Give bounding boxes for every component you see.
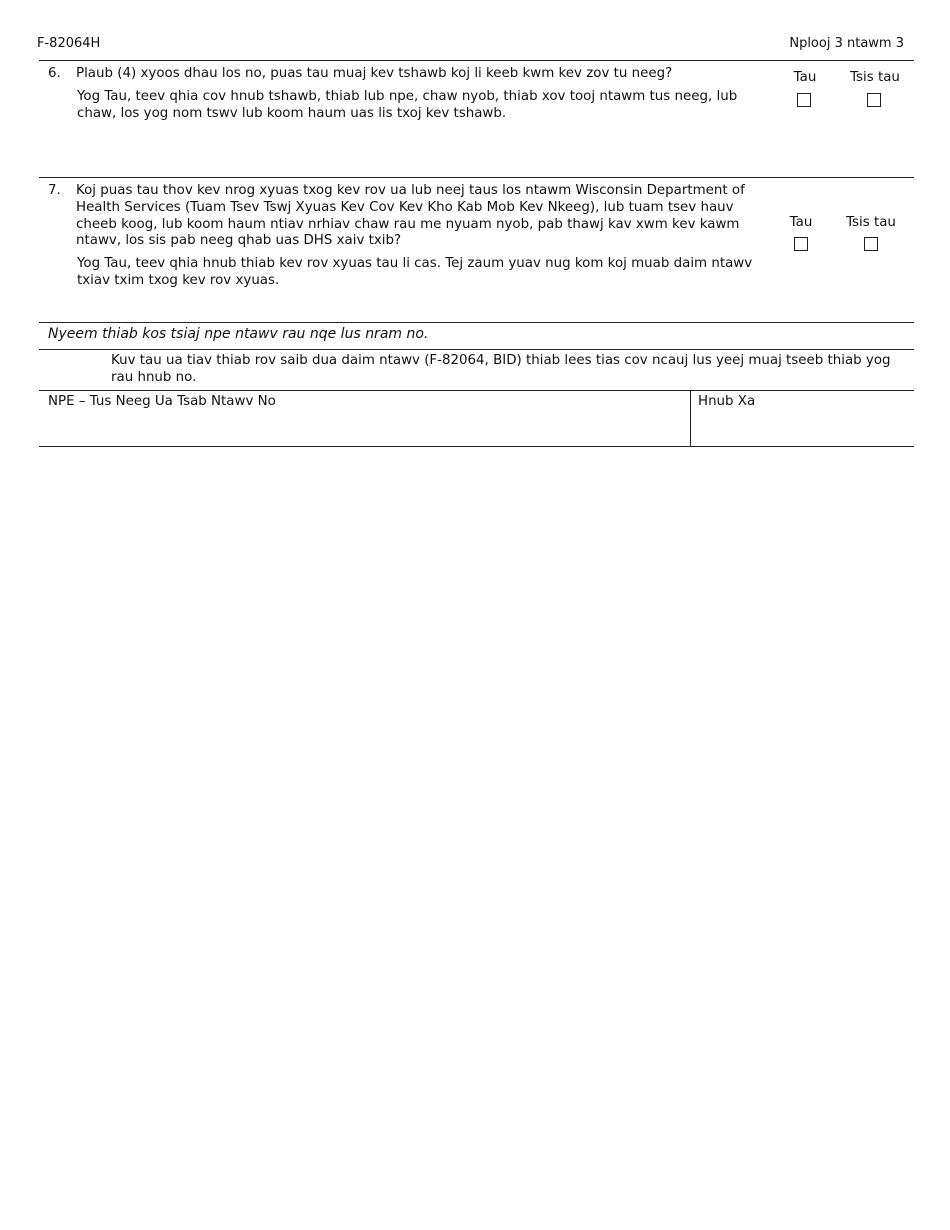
divider (39, 446, 914, 447)
divider (39, 322, 914, 323)
question-6-yes-checkbox[interactable] (797, 93, 811, 107)
question-followup: Yog Tau, teev qhia hnub thiab kev rov xyuas tau li cas. Tej zaum yuav nug kom koj muab daim ntawv txiav txim txog kev rov xyuas. (77, 256, 753, 288)
question-number: 6. (48, 66, 61, 81)
form-id: F-82064H (37, 36, 101, 51)
signature-section-title: Nyeem thiab kos tsiaj npe ntawv rau nqe lus nram no. (48, 326, 429, 342)
attestation-text: Kuv tau ua tiav thiab rov saib dua daim ntawv (F-82064, BID) thiab lees tias cov ncauj lus yeej muaj tseeb thiab yog rau hnub no. (111, 353, 891, 385)
no-label: Tsis tau (850, 70, 900, 85)
divider (39, 349, 914, 350)
question-followup: Yog Tau, teev qhia cov hnub tshawb, thiab lub npe, chaw nyob, thiab xov tooj ntawm tus neeg, lub chaw, los yog nom tswv lub koom haum uas lis txoj kev tshawb. (77, 89, 738, 121)
name-field[interactable] (46, 414, 686, 444)
page-indicator: Nplooj 3 ntawm 3 (789, 36, 904, 51)
question-text: Koj puas tau thov kev nrog xyuas txog kev rov ua lub neej taus los ntawm Wisconsin Department of Health Services (Tuam Tsev Tswj Xyuas Kev Cov Kev Kho Kab Mob Kev Nkeeg), lub tuam tsev hauv cheeb koog, lub koom haum ntiav nrhiav chaw rau me nyuam nyob, pab thawj kav xwm kev kawm ntawv, los sis pab neeg qhab uas DHS xaiv txib? (76, 183, 745, 249)
question-6-no-checkbox[interactable] (867, 93, 881, 107)
question-7-no-checkbox[interactable] (864, 237, 878, 251)
yes-label: Tau (789, 215, 813, 230)
date-field-label: Hnub Xa (698, 394, 756, 409)
question-number: 7. (48, 183, 61, 198)
no-label: Tsis tau (846, 215, 896, 230)
yes-label: Tau (793, 70, 817, 85)
divider (39, 177, 914, 178)
date-field[interactable] (696, 414, 912, 444)
divider (39, 60, 914, 61)
question-7-yes-checkbox[interactable] (794, 237, 808, 251)
name-field-label: NPE – Tus Neeg Ua Tsab Ntawv No (48, 394, 276, 409)
field-divider (690, 390, 691, 447)
divider (39, 390, 914, 391)
question-text: Plaub (4) xyoos dhau los no, puas tau muaj kev tshawb koj li keeb kwm kev zov tu neeg? (76, 66, 673, 81)
